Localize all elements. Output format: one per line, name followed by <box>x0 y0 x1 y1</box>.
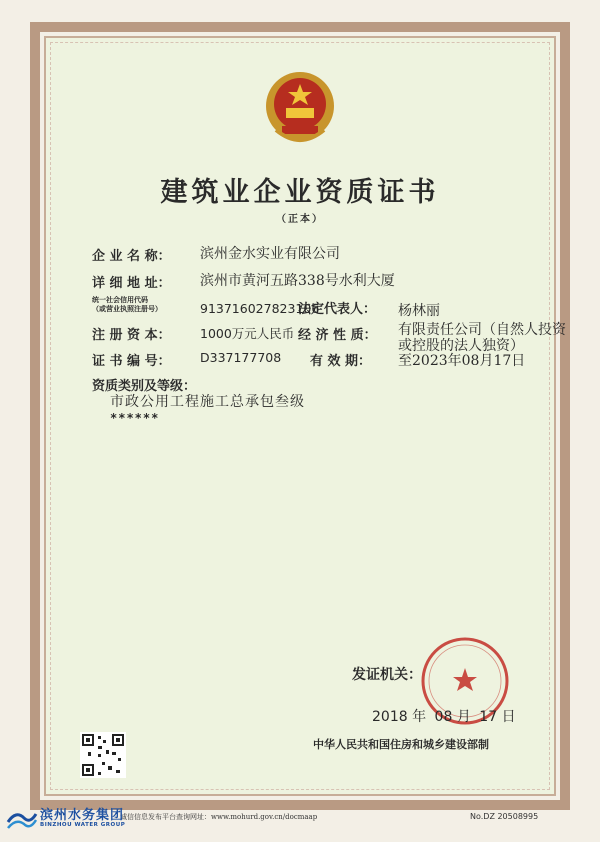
water-group-logo-icon <box>6 804 38 832</box>
qualification-label: 资质类别及等级： <box>92 379 197 394</box>
issue-month-unit: 月 <box>456 709 471 725</box>
issue-year-unit: 年 <box>412 709 427 725</box>
address-label: 详 细 地 址： <box>92 276 171 291</box>
capital-label: 注 册 资 本： <box>92 328 171 343</box>
verification-url: 诚信信息发布平台查询网址：www.mohurd.gov.cn/docmaap <box>120 813 318 821</box>
legal-rep: 杨林丽 <box>398 303 440 319</box>
credit-code-label-line1: 统一社会信用代码 <box>92 296 148 304</box>
ministry-text: 中华人民共和国住房和城乡建设部制 <box>313 738 489 751</box>
company-name: 滨州金水实业有限公司 <box>200 246 340 262</box>
issue-date <box>372 706 516 726</box>
certificate-title: 建筑业企业资质证书 <box>160 177 440 208</box>
economic-nature-line1: 有限责任公司（自然人投资 <box>398 322 566 338</box>
cert-no-label: 证 书 编 号： <box>92 354 171 369</box>
validity-label: 有 效 期： <box>310 354 372 369</box>
certificate-number: D337177708 <box>200 350 282 365</box>
national-emblem-icon <box>262 68 338 148</box>
asterisk-line: ****** <box>110 411 160 425</box>
credit-code-label-line2: （或营业执照注册号） <box>92 305 162 313</box>
qr-code-icon <box>80 732 126 778</box>
credit-code: 913716027823106 <box>200 301 320 316</box>
issue-day: 17 <box>479 709 498 725</box>
issue-day-unit: 日 <box>501 709 516 725</box>
legal-rep-label: 法定代表人： <box>298 302 377 317</box>
company-name-label: 企 业 名 称： <box>92 249 171 264</box>
credit-code-label <box>92 296 162 314</box>
address: 滨州市黄河五路338号水利大厦 <box>200 273 395 289</box>
registered-capital: 1000万元人民币 <box>200 326 295 341</box>
water-group-logo-cn: 滨州水务集团 <box>40 808 125 823</box>
issuer-label: 发证机关： <box>352 667 422 683</box>
serial-number: No.DZ 20508995 <box>470 812 539 821</box>
issue-year: 2018 <box>372 709 408 725</box>
validity-date: 至2023年08月17日 <box>398 353 526 369</box>
qualification-scope: 市政公用工程施工总承包叁级 <box>110 394 305 410</box>
certificate-subtitle: （正本） <box>276 214 324 225</box>
water-group-logo-en: BINZHOU WATER GROUP <box>40 822 126 828</box>
economic-nature-label: 经 济 性 质： <box>298 328 377 343</box>
economic-nature-line2: 或控股的法人独资） <box>398 338 524 354</box>
issue-month: 08 <box>434 709 453 725</box>
